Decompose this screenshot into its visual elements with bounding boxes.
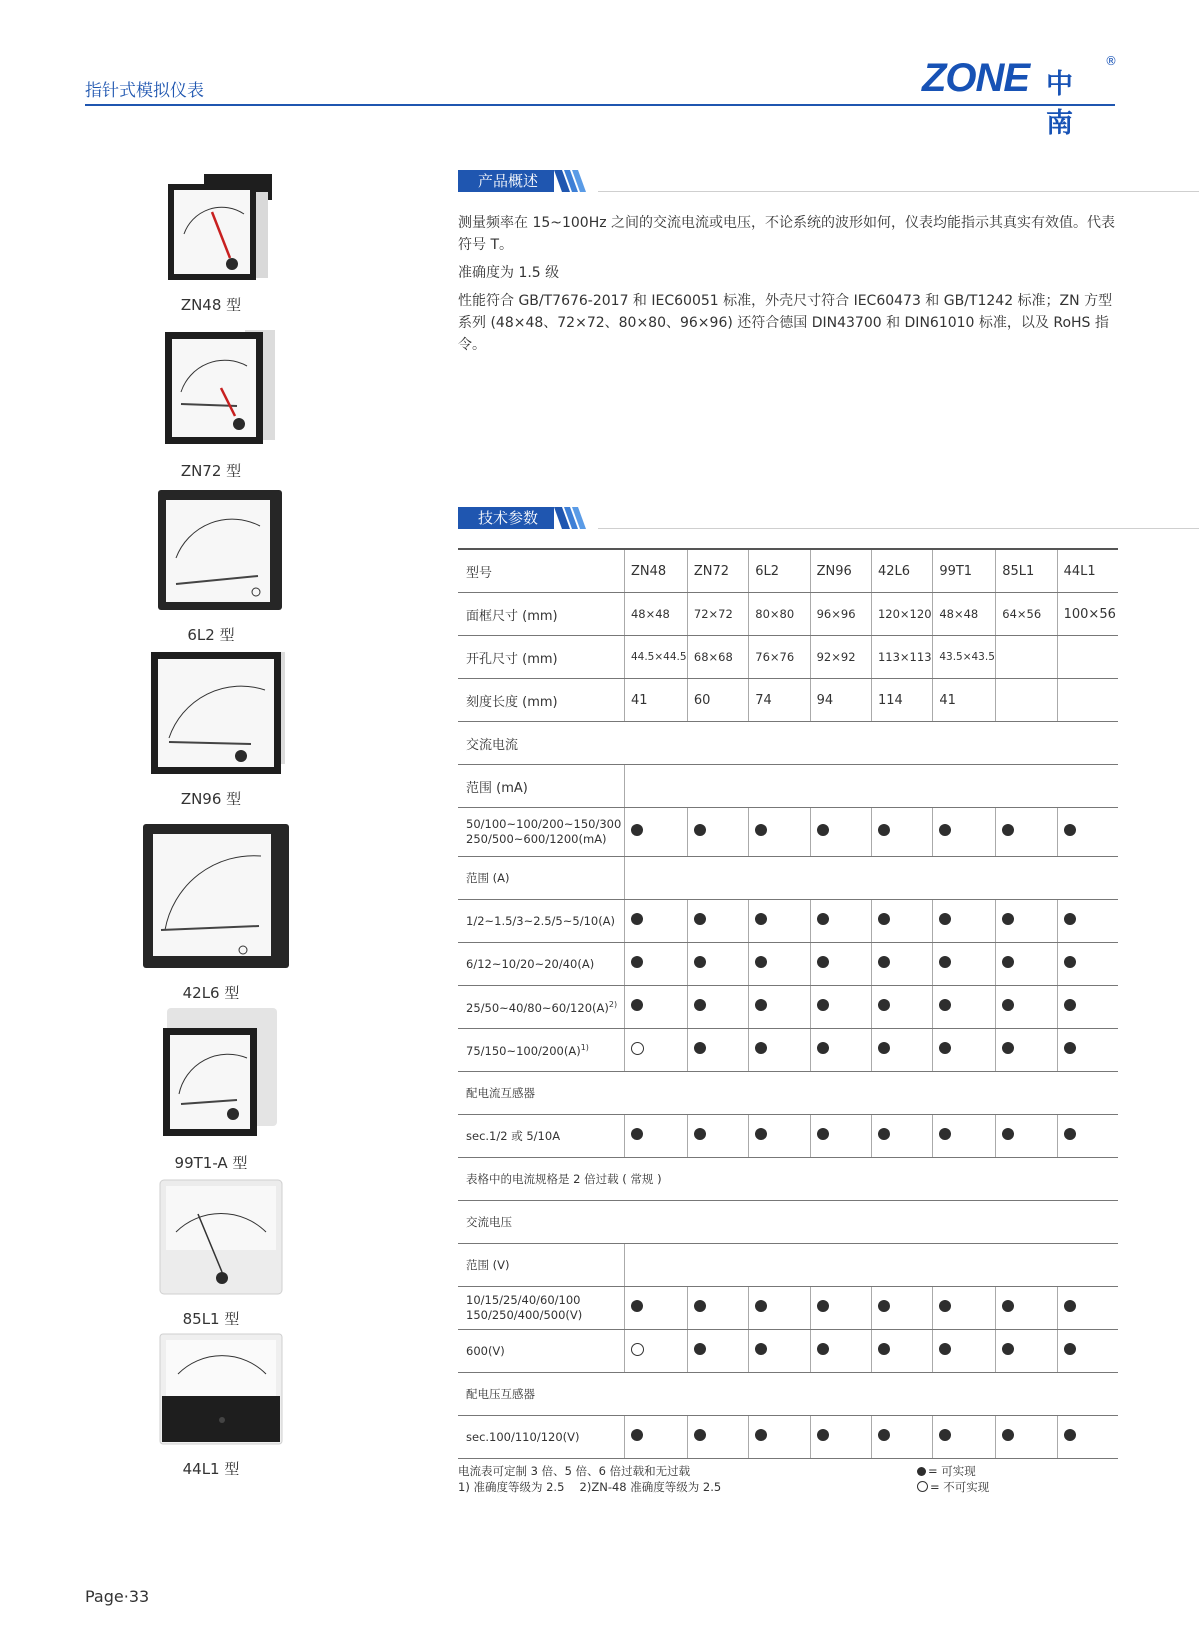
availability-cell (996, 900, 1057, 943)
availability-cell (871, 1416, 932, 1459)
availability-cell (810, 1330, 871, 1373)
available-dot-icon (939, 1343, 951, 1355)
available-dot-icon (631, 913, 643, 925)
scale-cell: 74 (749, 679, 810, 722)
available-dot-icon (694, 1128, 706, 1140)
availability-cell (749, 1287, 810, 1330)
product-caption: 85L1 型 (182, 1310, 240, 1328)
available-dot-icon (694, 1042, 706, 1054)
heading-rule (598, 191, 1199, 192)
scale-cell: 60 (687, 679, 748, 722)
model-cell: ZN96 (810, 549, 871, 593)
table-row (458, 1330, 1118, 1373)
available-dot-icon (1002, 824, 1014, 836)
available-dot-icon (631, 1429, 643, 1441)
available-dot-icon (817, 1429, 829, 1441)
availability-cell (933, 900, 996, 943)
availability-cell (933, 1330, 996, 1373)
availability-cell (749, 1416, 810, 1459)
legend (917, 1463, 989, 1495)
availability-cell (996, 986, 1057, 1029)
availability-cell (1057, 1115, 1118, 1158)
available-dot-icon (1064, 913, 1076, 925)
available-dot-icon (939, 999, 951, 1011)
available-dot-icon (817, 999, 829, 1011)
available-dot-icon (817, 1128, 829, 1140)
availability-cell (933, 1029, 996, 1072)
footnote-line: 电流表可定制 3 倍、5 倍、6 倍过载和无过载 (458, 1464, 691, 1478)
row-label: sec.100/110/120(V) (458, 1416, 624, 1459)
availability-cell (810, 1287, 871, 1330)
availability-cell (749, 943, 810, 986)
availability-cell (1057, 1416, 1118, 1459)
section-label-ct: 配电流互感器 (458, 1072, 1118, 1115)
available-dot-icon (939, 956, 951, 968)
meter-42l6-image (131, 818, 291, 972)
available-dot-icon (878, 956, 890, 968)
availability-cell (1057, 943, 1118, 986)
availability-cell (624, 1029, 687, 1072)
available-dot-icon (694, 913, 706, 925)
availability-cell (687, 1029, 748, 1072)
table-row-scale (458, 679, 1118, 722)
frame-cell: 120×120 (871, 593, 932, 636)
available-dot-icon (817, 1343, 829, 1355)
availability-cell (810, 943, 871, 986)
availability-cell (624, 943, 687, 986)
empty-cell (624, 765, 1118, 808)
availability-cell (871, 900, 932, 943)
table-row (458, 986, 1118, 1029)
availability-cell (933, 1287, 996, 1330)
availability-cell (1057, 1287, 1118, 1330)
frame-cell: 48×48 (624, 593, 687, 636)
table-row-subheader (458, 765, 1118, 808)
available-dot-icon (878, 913, 890, 925)
row-label-line: 250/500~600/1200(mA) (466, 832, 607, 846)
heading-rule (598, 528, 1199, 529)
product-6l2 (126, 486, 296, 645)
table-row-cutout (458, 636, 1118, 679)
availability-cell (624, 1416, 687, 1459)
cutout-cell: 43.5×43.5 (933, 636, 996, 679)
available-dot-icon (631, 1300, 643, 1312)
frame-cell: 100×56 (1057, 593, 1118, 636)
availability-cell (871, 808, 932, 857)
availability-cell (810, 1115, 871, 1158)
availability-cell (624, 1330, 687, 1373)
available-dot-icon (878, 1429, 890, 1441)
availability-cell (810, 1029, 871, 1072)
table-row-section (458, 1158, 1118, 1201)
overview-para-1: 测量频率在 15~100Hz 之间的交流电流或电压，不论系统的波形如何，仪表均能指示其真实有效值。代表符号 T。 (458, 215, 1116, 253)
model-cell: ZN48 (624, 549, 687, 593)
available-dot-icon (1002, 1343, 1014, 1355)
available-dot-icon (631, 1128, 643, 1140)
range-label: 范围 (V) (458, 1244, 624, 1287)
product-caption: ZN72 型 (180, 462, 242, 480)
available-dot-icon (755, 956, 767, 968)
model-cell: 42L6 (871, 549, 932, 593)
logo-chinese: 中南 (1046, 69, 1073, 139)
availability-cell (624, 1115, 687, 1158)
availability-cell (687, 1287, 748, 1330)
section-label-ac-voltage: 交流电压 (458, 1201, 1118, 1244)
legend-available (917, 1463, 989, 1479)
availability-cell (687, 1416, 748, 1459)
availability-cell (749, 1029, 810, 1072)
available-dot-icon (755, 1042, 767, 1054)
availability-cell (871, 1029, 932, 1072)
row-label: 1/2~1.5/3~2.5/5~5/10(A) (458, 900, 624, 943)
availability-cell (624, 900, 687, 943)
availability-cell (996, 808, 1057, 857)
table-row-models (458, 549, 1118, 593)
table-row-section (458, 722, 1118, 765)
product-caption: 42L6 型 (182, 984, 240, 1002)
availability-cell (687, 986, 748, 1029)
product-caption: 99T1-A 型 (174, 1154, 248, 1172)
availability-cell (1057, 808, 1118, 857)
available-dot-icon (694, 824, 706, 836)
frame-cell: 80×80 (749, 593, 810, 636)
row-label (458, 1287, 624, 1330)
product-99t1 (126, 1006, 296, 1173)
logo-registered: ® (1105, 54, 1117, 68)
availability-cell (749, 808, 810, 857)
available-dot-icon (755, 999, 767, 1011)
header-rule (85, 104, 1115, 106)
available-dot-icon (1064, 999, 1076, 1011)
availability-cell (749, 900, 810, 943)
unavailable-ring-icon (631, 1343, 644, 1356)
availability-cell (749, 986, 810, 1029)
availability-cell (624, 986, 687, 1029)
row-label: 开孔尺寸 (mm) (458, 636, 624, 679)
availability-cell (933, 1115, 996, 1158)
available-dot-icon (1002, 1300, 1014, 1312)
row-label: sec.1/2 或 5/10A (458, 1115, 624, 1158)
available-dot-icon (939, 1300, 951, 1312)
availability-cell (933, 943, 996, 986)
product-44l1 (126, 1330, 296, 1479)
available-dot-icon (878, 1042, 890, 1054)
meter-6l2-image (136, 486, 286, 614)
cutout-cell: 92×92 (810, 636, 871, 679)
availability-cell (687, 900, 748, 943)
table-row (458, 1115, 1118, 1158)
table-row-section (458, 1201, 1118, 1244)
availability-cell (871, 986, 932, 1029)
available-dot-icon (878, 1300, 890, 1312)
frame-cell: 96×96 (810, 593, 871, 636)
available-dot-icon (939, 1128, 951, 1140)
table-row (458, 1029, 1118, 1072)
table-row (458, 808, 1118, 857)
availability-cell (996, 1115, 1057, 1158)
overview-heading-label: 产品概述 (458, 170, 554, 192)
available-dot-icon (878, 824, 890, 836)
available-dot-icon (1064, 824, 1076, 836)
available-dot-icon (1002, 1042, 1014, 1054)
product-caption: ZN48 型 (180, 296, 242, 314)
spec-table (458, 548, 1118, 1459)
available-dot-icon (755, 1300, 767, 1312)
table-row-section (458, 1072, 1118, 1115)
table-row (458, 900, 1118, 943)
product-zn48 (126, 172, 296, 315)
cutout-cell: 76×76 (749, 636, 810, 679)
legend-available-label: = 可实现 (928, 1464, 976, 1478)
overview-para-3: 性能符合 GB/T7676-2017 和 IEC60051 标准，外壳尺寸符合 IEC60473 和 GB/T1242 标准；ZN 方型系列 (48×48、72×72、80×80、96×96) 还符合德国 DIN43700 和 DIN61010 标准，以及 RoHS 指令。 (458, 293, 1113, 353)
scale-cell: 114 (871, 679, 932, 722)
overview-para-2: 准确度为 1.5 级 (458, 265, 560, 281)
available-dot-icon (755, 913, 767, 925)
product-42l6 (126, 818, 296, 1003)
available-dot-icon (817, 913, 829, 925)
meter-85l1-image (136, 1174, 286, 1298)
product-caption: 44L1 型 (182, 1460, 240, 1478)
table-row-section (458, 1373, 1118, 1416)
availability-cell (996, 1416, 1057, 1459)
row-label: 面框尺寸 (mm) (458, 593, 624, 636)
model-cell: 85L1 (996, 549, 1057, 593)
logo-mark: ZONE (922, 56, 1030, 100)
table-row-subheader (458, 1244, 1118, 1287)
cutout-cell (1057, 636, 1118, 679)
row-label (458, 808, 624, 857)
available-dot-icon (817, 1042, 829, 1054)
section-label-vt: 配电压互感器 (458, 1373, 1118, 1416)
row-label (458, 1029, 624, 1072)
availability-cell (749, 1330, 810, 1373)
scale-cell: 41 (624, 679, 687, 722)
availability-cell (687, 1115, 748, 1158)
row-label-line: 10/15/25/40/60/100 (466, 1293, 581, 1307)
available-dot-icon (1064, 1128, 1076, 1140)
footnote-line: 1) 准确度等级为 2.5 2)ZN-48 准确度等级为 2.5 (458, 1480, 722, 1494)
available-dot-icon (939, 1429, 951, 1441)
availability-cell (933, 808, 996, 857)
table-row-subheader (458, 857, 1118, 900)
availability-cell (996, 1029, 1057, 1072)
model-cell: ZN72 (687, 549, 748, 593)
row-label-text: 75/150~100/200(A) (466, 1043, 581, 1058)
available-dot-icon (755, 1429, 767, 1441)
availability-cell (996, 943, 1057, 986)
meter-44l1-image (136, 1330, 286, 1448)
scale-cell: 94 (810, 679, 871, 722)
unavailable-ring-icon (631, 1042, 644, 1055)
available-dot-icon (1064, 1343, 1076, 1355)
availability-cell (687, 808, 748, 857)
frame-cell: 72×72 (687, 593, 748, 636)
availability-cell (624, 1287, 687, 1330)
cutout-cell: 113×113 (871, 636, 932, 679)
unavailable-ring-icon (917, 1481, 928, 1492)
available-dot-icon (878, 999, 890, 1011)
meter-zn96-image (133, 650, 289, 778)
available-dot-icon (631, 824, 643, 836)
available-dot-icon (817, 956, 829, 968)
availability-cell (1057, 1330, 1118, 1373)
available-dot-icon (694, 1429, 706, 1441)
frame-cell: 64×56 (996, 593, 1057, 636)
available-dot-icon (1002, 999, 1014, 1011)
available-dot-icon (1002, 1429, 1014, 1441)
available-dot-icon (917, 1467, 926, 1476)
available-dot-icon (694, 999, 706, 1011)
heading-stripes-icon (554, 170, 594, 192)
available-dot-icon (755, 1343, 767, 1355)
model-cell: 6L2 (749, 549, 810, 593)
availability-cell (871, 1115, 932, 1158)
row-label-line: 50/100~100/200~150/300 (466, 817, 622, 831)
table-row (458, 1287, 1118, 1330)
section-title: 指针式模拟仪表 (85, 81, 204, 101)
product-zn72 (126, 326, 296, 481)
available-dot-icon (1002, 1128, 1014, 1140)
available-dot-icon (878, 1343, 890, 1355)
row-label: 型号 (458, 549, 624, 593)
cutout-cell: 44.5×44.5 (624, 636, 687, 679)
overload-note: 表格中的电流规格是 2 倍过载 ( 常规 ) (458, 1158, 1118, 1201)
availability-cell (687, 943, 748, 986)
available-dot-icon (817, 1300, 829, 1312)
table-row-frame (458, 593, 1118, 636)
scale-cell (1057, 679, 1118, 722)
available-dot-icon (878, 1128, 890, 1140)
scale-cell: 41 (933, 679, 996, 722)
availability-cell (933, 1416, 996, 1459)
availability-cell (624, 808, 687, 857)
availability-cell (871, 1330, 932, 1373)
available-dot-icon (1064, 1429, 1076, 1441)
model-cell: 99T1 (933, 549, 996, 593)
product-zn96 (126, 650, 296, 809)
footnote-ref: 1) (580, 1042, 589, 1052)
product-85l1 (126, 1174, 296, 1329)
section-label-ac-current: 交流电流 (458, 722, 1118, 765)
range-label: 范围 (mA) (458, 765, 624, 808)
availability-cell (1057, 1029, 1118, 1072)
footnotes (458, 1463, 721, 1495)
meter-99t1-image (141, 1006, 281, 1142)
available-dot-icon (817, 824, 829, 836)
availability-cell (1057, 986, 1118, 1029)
heading-stripes-icon (554, 507, 594, 529)
available-dot-icon (631, 956, 643, 968)
availability-cell (996, 1330, 1057, 1373)
availability-cell (996, 1287, 1057, 1330)
empty-cell (624, 857, 1118, 900)
availability-cell (810, 1416, 871, 1459)
specs-heading-label: 技术参数 (458, 507, 554, 529)
legend-unavailable-label: = 不可实现 (930, 1480, 990, 1494)
available-dot-icon (1002, 913, 1014, 925)
available-dot-icon (755, 1128, 767, 1140)
available-dot-icon (1002, 956, 1014, 968)
empty-cell (624, 1244, 1118, 1287)
model-cell: 44L1 (1057, 549, 1118, 593)
row-label: 刻度长度 (mm) (458, 679, 624, 722)
available-dot-icon (755, 824, 767, 836)
available-dot-icon (694, 1343, 706, 1355)
availability-cell (1057, 900, 1118, 943)
cutout-cell (996, 636, 1057, 679)
row-label-line: 150/250/400/500(V) (466, 1308, 583, 1322)
available-dot-icon (631, 999, 643, 1011)
availability-cell (687, 1330, 748, 1373)
frame-cell: 48×48 (933, 593, 996, 636)
availability-cell (749, 1115, 810, 1158)
available-dot-icon (694, 956, 706, 968)
product-caption: ZN96 型 (180, 790, 242, 808)
legend-unavailable (917, 1479, 989, 1495)
page-number: Page·33 (85, 1587, 150, 1606)
scale-cell (996, 679, 1057, 722)
availability-cell (810, 808, 871, 857)
row-label: 600(V) (458, 1330, 624, 1373)
available-dot-icon (1064, 1300, 1076, 1312)
available-dot-icon (939, 824, 951, 836)
overview-text (458, 212, 1116, 362)
available-dot-icon (939, 1042, 951, 1054)
availability-cell (810, 986, 871, 1029)
table-row (458, 1416, 1118, 1459)
meter-zn72-image (141, 326, 281, 450)
available-dot-icon (939, 913, 951, 925)
availability-cell (871, 943, 932, 986)
availability-cell (933, 986, 996, 1029)
row-label (458, 986, 624, 1029)
cutout-cell: 68×68 (687, 636, 748, 679)
row-label-text: 25/50~40/80~60/120(A) (466, 1000, 609, 1015)
range-label: 范围 (A) (458, 857, 624, 900)
available-dot-icon (1064, 956, 1076, 968)
availability-cell (810, 900, 871, 943)
table-row (458, 943, 1118, 986)
product-caption: 6L2 型 (187, 626, 235, 644)
available-dot-icon (1064, 1042, 1076, 1054)
meter-zn48-image (146, 172, 276, 284)
available-dot-icon (694, 1300, 706, 1312)
availability-cell (871, 1287, 932, 1330)
row-label: 6/12~10/20~20/40(A) (458, 943, 624, 986)
footnote-ref: 2) (608, 999, 618, 1009)
